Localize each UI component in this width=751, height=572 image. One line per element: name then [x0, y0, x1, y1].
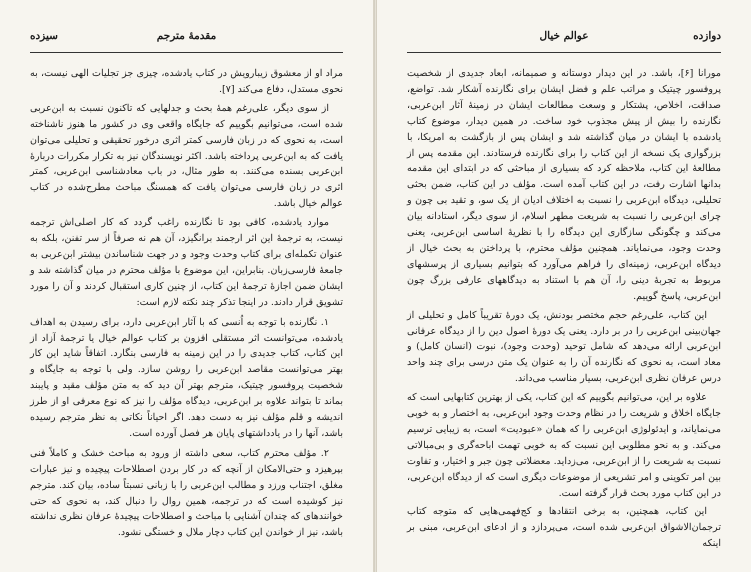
left-page-number: سیزده — [30, 30, 58, 42]
left-page-header — [30, 30, 343, 50]
right-paragraph-2: این کتاب، علی‌رغم حجم مختصر بودنش، یک دورهٔ تقریباً کامل و تحلیلی از جهان‌بینی ابن‌عربی را در بر دارد. یعنی یک دورهٔ اصول دین را از دیدگاه عرفانی ابن‌عربی ارائه می‌دهد که شامل توحید (وحدت وجود)، نبوت (انسان کامل) و معاد است، به نحوی که نگارنده آن را به عنوان یک متن درسی برای چند واحد درس عرفان نظری ابن‌عربی، بسیار مناسب می‌داند. — [407, 309, 721, 385]
right-page-body — [407, 66, 721, 555]
left-paragraph-3: موارد یادشده، کافی بود تا نگارنده راغب گردد که کار اصلی‌اش ترجمه نیست، به ترجمهٔ این اثر ارجمند برانگیزد، آن هم نه صرفاً از سر تفنن، بلکه به عنوان تکمله‌ای برای کتاب وحدت وجود و در جهت شناساندن بیشتر ابن‌عربی به جامعهٔ فارسی‌زبان. بنابراین، این موضوع با مؤلف محترم در میان گذاشته شد و ایشان ضمن اجازهٔ ترجمهٔ این کتاب، از چنین کاری استقبال کردند و آن را مورد تشویق قرار دادند. در اینجا تذکر چند نکته لازم است: — [30, 217, 343, 308]
left-page-body — [30, 66, 343, 544]
right-paragraph-3: علاوه بر این، می‌توانیم بگوییم که این کتاب، یکی از بهترین کتابهایی است که جایگاه اخلاق و شریعت را در نظام وحدت وجود ابن‌عربی، به اختصار و به خوبی می‌نمایاند، و ایدئولوژی ابن‌عربی را که همان «عبودیت» است، به زیبایی ترسیم می‌کند. و به نحو مطلوبی این نسبت که به خوبی تهمت اباحه‌گری و بی‌مبالاتی نسبت به شریعت را از ابن‌عربی، می‌زداید. معضلاتی چون جبر و اختیار، و تفاوت بین امر تکوینی و امر تشریعی از موضوعات دیگری است که از دیدگاه ابن‌عربی، در این کتاب مورد بحث قرار گرفته است. — [407, 392, 721, 499]
right-paragraph-4: این کتاب، همچنین، به برخی انتقادها و کج‌فهمی‌هایی که متوجه کتاب ترجمان‌الاشواق ابن‌عربی شده است، می‌پردازد و از ادعای ابن‌عربی، مبنی بر اینکه — [407, 506, 721, 550]
left-numbered-item-2: ۲. مؤلف محترم کتاب، سعی داشته از ورود به مباحث خشک و کاملاً فنی بپرهیزد و حتی‌الامکان از آنچه که در کار بردن اصطلاحات پیچیده و نیز عبارات مغلق، اجتناب ورزد و مطالب ابن‌عربی را با زبانی نسبتاً ساده، بیان کند. مترجم نیز کوشیده است که در ترجمه، همین روال را دنبال کند، به نحوی که حتی خوانندهای که چندان آشنایی با مباحث و اصطلاحات پیچیدهٔ عرفان نظری نداشته باشد، نیز از خواندن این کتاب دچار ملال و خستگی نشود. — [30, 447, 343, 539]
right-page-number: دوازده — [693, 30, 721, 42]
left-running-title: مقدمهٔ مترجم — [156, 30, 217, 42]
left-page — [0, 0, 374, 572]
right-paragraph-1: مورانا [۶]، باشد. در این دیدار دوستانه و صمیمانه، ابعاد جدیدی از شخصیت پروفسور چیتیک و مراتب علم و فضل ایشان برای نگارنده آشکار شد. تواضع، صداقت، اخلاص، پشتکار و وسعت مطالعات ایشان در زمینهٔ آثار ابن‌عربی، نگارنده را بیش از پیش مجذوب خود ساخت. در همین دیدار، موضوع کتاب یادشده با ایشان در میان گذاشته شد و ایشان پس از بازگشت به امریکا، با بزرگواری یک نسخه از این کتاب را برای نگارنده فرستادند. این مقدمه پس از مطالعهٔ این کتاب، ملاحظه کرد که بسیاری از مباحثی که در ابتدای این مقدمه بدانها اشارت رفت، در این کتاب آمده است. مؤلف در این کتاب، ضمن بحثی تحلیلی، دیدگاه ابن‌عربی را نسبت به اختلاف ادیان از یک سو، و تقید بی چون و چرای ابن‌عربی را نسبت به شریعت مطهر اسلام، از سوی دیگر، استادانه بیان می‌کند و چگونگی سازگاری این دیدگاه را با نظریهٔ اساسی ابن‌عربی، یعنی وحدت وجود، می‌نمایاند. همچنین مؤلف محترم، با پرداختن به بحث خیال از دیدگاه ابن‌عربی، زمینه‌ای را فراهم می‌آورد که بتوانیم بسیاری از پرسشهای مربوط به تجربهٔ دینی را، آن هم با استناد به دیدگاههای عارفی بزرگ چون ابن‌عربی، پاسخ گوییم. — [407, 68, 721, 302]
right-page-header — [407, 30, 721, 50]
left-paragraph-1: مراد او از معشوق زیبارویش در کتاب یادشده، چیزی جز تجلیات الهی نیست، به نحوی مستدل، دفاع می‌کند [۷]. — [30, 68, 343, 95]
right-header-rule — [407, 52, 721, 53]
left-numbered-item-1: ۱. نگارنده با توجه به اُنسی که با آثار ابن‌عربی دارد، برای رسیدن به اهداف یادشده، می‌توانست اثر مستقلی افزون بر کتاب عوالم خیال یا ترجمهٔ آزاد از این کتاب، کتاب جدیدی را در این زمینه به فارسی بنگارد. اتفاقاً شاید این کار بهتر می‌توانست مقاصد ابن‌عربی را روشن سازد. ولی با توجه به جایگاه و شخصیت پروفسور چیتیک، مترجم بهتر آن دید که به متن مؤلف مقید و پایبند بماند تا بتواند علاوه بر ابن‌عربی، دیدگاه مؤلف را نیز که نوع معرفی او از طرز اندیشه و قلم مؤلف نیز به دست دهد. اگر احیاناً نکاتی به نظر مترجم رسیده باشد، آنها را در یادداشتهای پایان هر فصل آورده است. — [30, 316, 343, 439]
right-running-title: عوالم خیال — [539, 30, 589, 42]
left-header-rule — [30, 52, 343, 53]
right-page — [377, 0, 751, 572]
left-paragraph-2: از سوی دیگر، علی‌رغم همهٔ بحث و جدلهایی که تاکنون نسبت به ابن‌عربی شده است، می‌توانیم بگوییم که جایگاه واقعی وی در کشور ما هنوز ناشناخته است، به نحوی که در زبان فارسی کمتر اثری درخور تحقیقی و تحلیلی می‌توان یافت که به ابن‌عربی پرداخته باشد. اکثر نویسندگان نیز به تکرار مکررات دربارهٔ ابن‌عربی بسنده می‌کنند. به طور مثال، در باب معادشناسی ابن‌عربی، کمتر اثری در زبان فارسی می‌توان یافت که همسنگ مباحث مطرح‌شده در کتاب عوالم خیال باشد. — [30, 102, 343, 210]
